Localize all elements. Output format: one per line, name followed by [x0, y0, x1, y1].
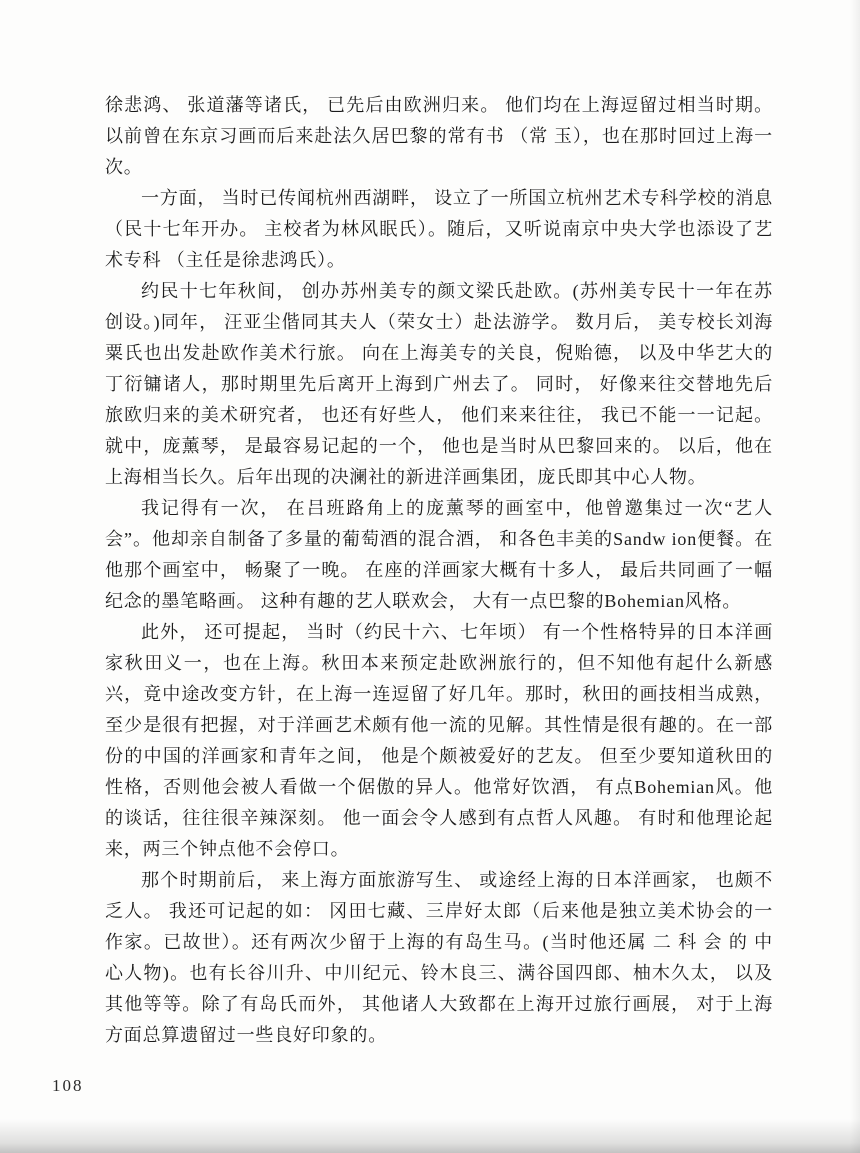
- paragraph: 一方面， 当时已传闻杭州西湖畔， 设立了一所国立杭州艺术专科学校的消息（民十七年开办。 主校者为林风眠氏）。随后，又听说南京中央大学也添设了艺术专科 （主任是徐悲鸿氏）。: [105, 188, 773, 270]
- scan-edge-shadow-right: [850, 0, 860, 1153]
- page-number: 108: [52, 1076, 84, 1095]
- paragraph: 徐悲鸿、 张道藩等诸氏， 已先后由欧洲归来。 他们均在上海逗留过相当时期。 以前曾在东京习画而后来赴法久居巴黎的常有书 （常 玉），也在那时回过上海一次。: [105, 95, 773, 177]
- scan-edge-shadow-bottom: [0, 1119, 860, 1153]
- paragraph: 我记得有一次， 在吕班路角上的庞薰琴的画室中，他曾邀集过一次“艺人会”。他却亲自制备了多量的葡萄酒的混合酒， 和各色丰美的Sandw ion便餐。在他那个画室中， 畅聚了一晚。 在座的洋画家大概有十多人， 最后共同画了一幅纪念的墨笔略画。 这种有趣的艺人联欢会， 大有一点巴黎的Bohemian风格。: [105, 498, 773, 611]
- paragraph: 约民十七年秋间， 创办苏州美专的颜文梁氏赴欧。(苏州美专民十一年在苏创设。)同年， 汪亚尘偕同其夫人（荣女士）赴法游学。 数月后， 美专校长刘海粟氏也出发赴欧作美术行旅。 向在上海美专的关良，倪贻德， 以及中华艺大的丁衍镛诸人，那时期里先后离开上海到广州去了。 同时， 好像来往交替地先后旅欧归来的美术研究者， 也还有好些人， 他们来来往往， 我已不能一一记起。 就中，庞薰琴， 是最容易记起的一个， 他也是当时从巴黎回来的。 以后，他在上海相当长久。后年出现的决澜社的新进洋画集团，庞氏即其中心人物。: [105, 281, 773, 487]
- paragraph: 那个时期前后， 来上海方面旅游写生、 或途经上海的日本洋画家， 也颇不乏人。 我还可记起的如： 冈田七藏、三岸好太郎（后来他是独立美术协会的一作家。已故世）。还有两次少留于上海的有岛生马。(当时他还属 二 科 会 的 中 心人物)。也有长谷川升、中川纪元、铃木良三、满谷国四郎、柚木久太， 以及其他等等。除了有岛氏而外， 其他诸人大致都在上海开过旅行画展， 对于上海方面总算遗留过一些良好印象的。: [105, 870, 773, 1045]
- page-text-block: [105, 90, 773, 1051]
- paragraph: 此外， 还可提起， 当时（约民十六、七年顷） 有一个性格特异的日本洋画家秋田义一，也在上海。秋田本来预定赴欧洲旅行的，但不知他有起什么新感兴，竟中途改变方针，在上海一连逗留了好几年。那时，秋田的画技相当成熟，至少是很有把握，对于洋画艺术颇有他一流的见解。其性情是很有趣的。在一部份的中国的洋画家和青年之间， 他是个颇被爱好的艺友。 但至少要知道秋田的性格，否则他会被人看做一个倨傲的异人。他常好饮酒， 有点Bohemian风。他的谈话，往往很辛辣深刻。 他一面会令人感到有点哲人风趣。 有时和他理论起来，两三个钟点他不会停口。: [105, 622, 773, 859]
